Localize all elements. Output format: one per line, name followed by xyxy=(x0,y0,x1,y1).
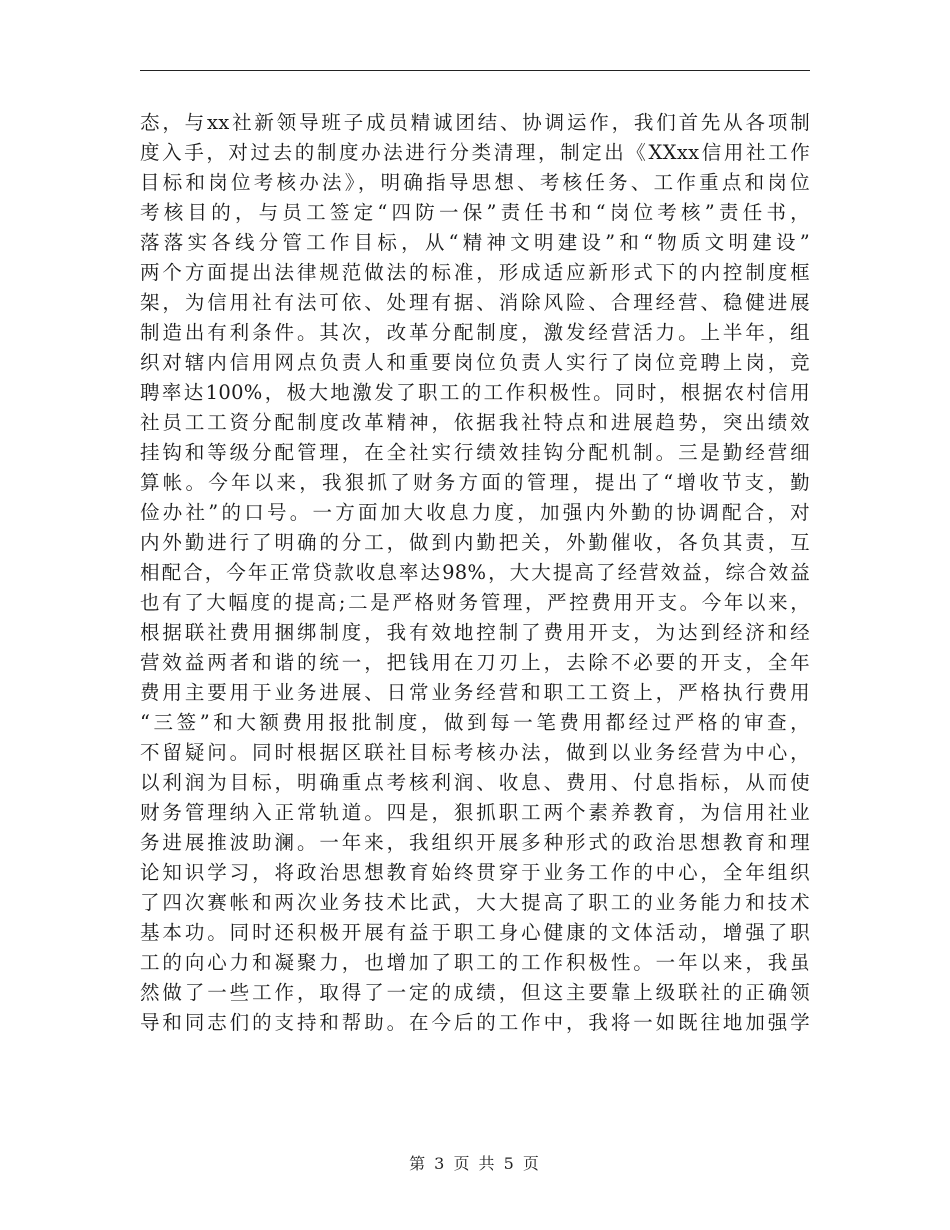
text-line: 务进展推波助澜。一年来，我组织开展多种形式的政治思想教育和理 xyxy=(140,831,810,854)
text-line: 导和同志们的支持和帮助。在今后的工作中，我将一如既往地加强学 xyxy=(140,1011,810,1034)
text-line: 财务管理纳入正常轨道。四是，狠抓职工两个素养教育，为信用社业 xyxy=(140,801,810,824)
text-line: 架，为信用社有法可依、处理有据、消除风险、合理经营、稳健进展 xyxy=(140,291,810,314)
text-line: 也有了大幅度的提高;二是严格财务管理，严控费用开支。今年以来， xyxy=(140,591,810,614)
text-line: 制造出有利条件。其次，改革分配制度，激发经营活力。上半年，组 xyxy=(140,321,810,344)
text-line: 营效益两者和谐的统一，把钱用在刀刃上，去除不必要的开支，全年 xyxy=(140,651,810,674)
text-line: 两个方面提出法律规范做法的标准，形成适应新形式下的内控制度框 xyxy=(140,261,810,284)
text-line: 了四次赛帐和两次业务技术比武，大大提高了职工的业务能力和技术 xyxy=(140,891,810,914)
text-line: 考核目的，与员工签定“四防一保”责任书和“岗位考核”责任书， xyxy=(140,201,810,224)
text-line: 挂钩和等级分配管理，在全社实行绩效挂钩分配机制。三是勤经营细 xyxy=(140,441,810,464)
header-rule xyxy=(140,70,810,71)
text-line: 俭办社”的口号。一方面加大收息力度，加强内外勤的协调配合，对 xyxy=(140,501,810,524)
text-line: 费用主要用于业务进展、日常业务经营和职工工资上，严格执行费用 xyxy=(140,681,810,704)
text-line: 算帐。今年以来，我狠抓了财务方面的管理，提出了“增收节支，勤 xyxy=(140,471,810,494)
text-line: 相配合，今年正常贷款收息率达98%，大大提高了经营效益，综合效益 xyxy=(140,561,810,584)
text-line: 态，与xx社新领导班子成员精诚团结、协调运作，我们首先从各项制 xyxy=(140,111,810,134)
text-line: 落落实各线分管工作目标，从“精神文明建设”和“物质文明建设” xyxy=(140,231,810,254)
document-body xyxy=(140,108,810,1038)
text-line: 社员工工资分配制度改革精神，依据我社特点和进展趋势，突出绩效 xyxy=(140,411,810,434)
text-line: “三签”和大额费用报批制度，做到每一笔费用都经过严格的审查， xyxy=(140,711,810,734)
text-line: 度入手，对过去的制度办法进行分类清理，制定出《XXxx信用社工作 xyxy=(140,141,810,164)
text-line: 内外勤进行了明确的分工，做到内勤把关，外勤催收，各负其责，互 xyxy=(140,531,810,554)
text-line: 基本功。同时还积极开展有益于职工身心健康的文体活动，增强了职 xyxy=(140,921,810,944)
page-number-footer: 第 3 页 共 5 页 xyxy=(409,1154,541,1173)
text-line: 不留疑问。同时根据区联社目标考核办法，做到以业务经营为中心， xyxy=(140,741,810,764)
text-line: 织对辖内信用网点负责人和重要岗位负责人实行了岗位竞聘上岗，竞 xyxy=(140,351,810,374)
text-line: 根据联社费用捆绑制度，我有效地控制了费用开支，为达到经济和经 xyxy=(140,621,810,644)
text-line: 然做了一些工作，取得了一定的成绩，但这主要靠上级联社的正确领 xyxy=(140,981,810,1004)
text-line: 论知识学习，将政治思想教育始终贯穿于业务工作的中心，全年组织 xyxy=(140,861,810,884)
text-line: 目标和岗位考核办法》，明确指导思想、考核任务、工作重点和岗位 xyxy=(140,171,810,194)
text-line: 聘率达100%，极大地激发了职工的工作积极性。同时，根据农村信用 xyxy=(140,381,810,404)
text-line: 以利润为目标，明确重点考核利润、收息、费用、付息指标，从而使 xyxy=(140,771,810,794)
text-line: 工的向心力和凝聚力，也增加了职工的工作积极性。一年以来，我虽 xyxy=(140,951,810,974)
